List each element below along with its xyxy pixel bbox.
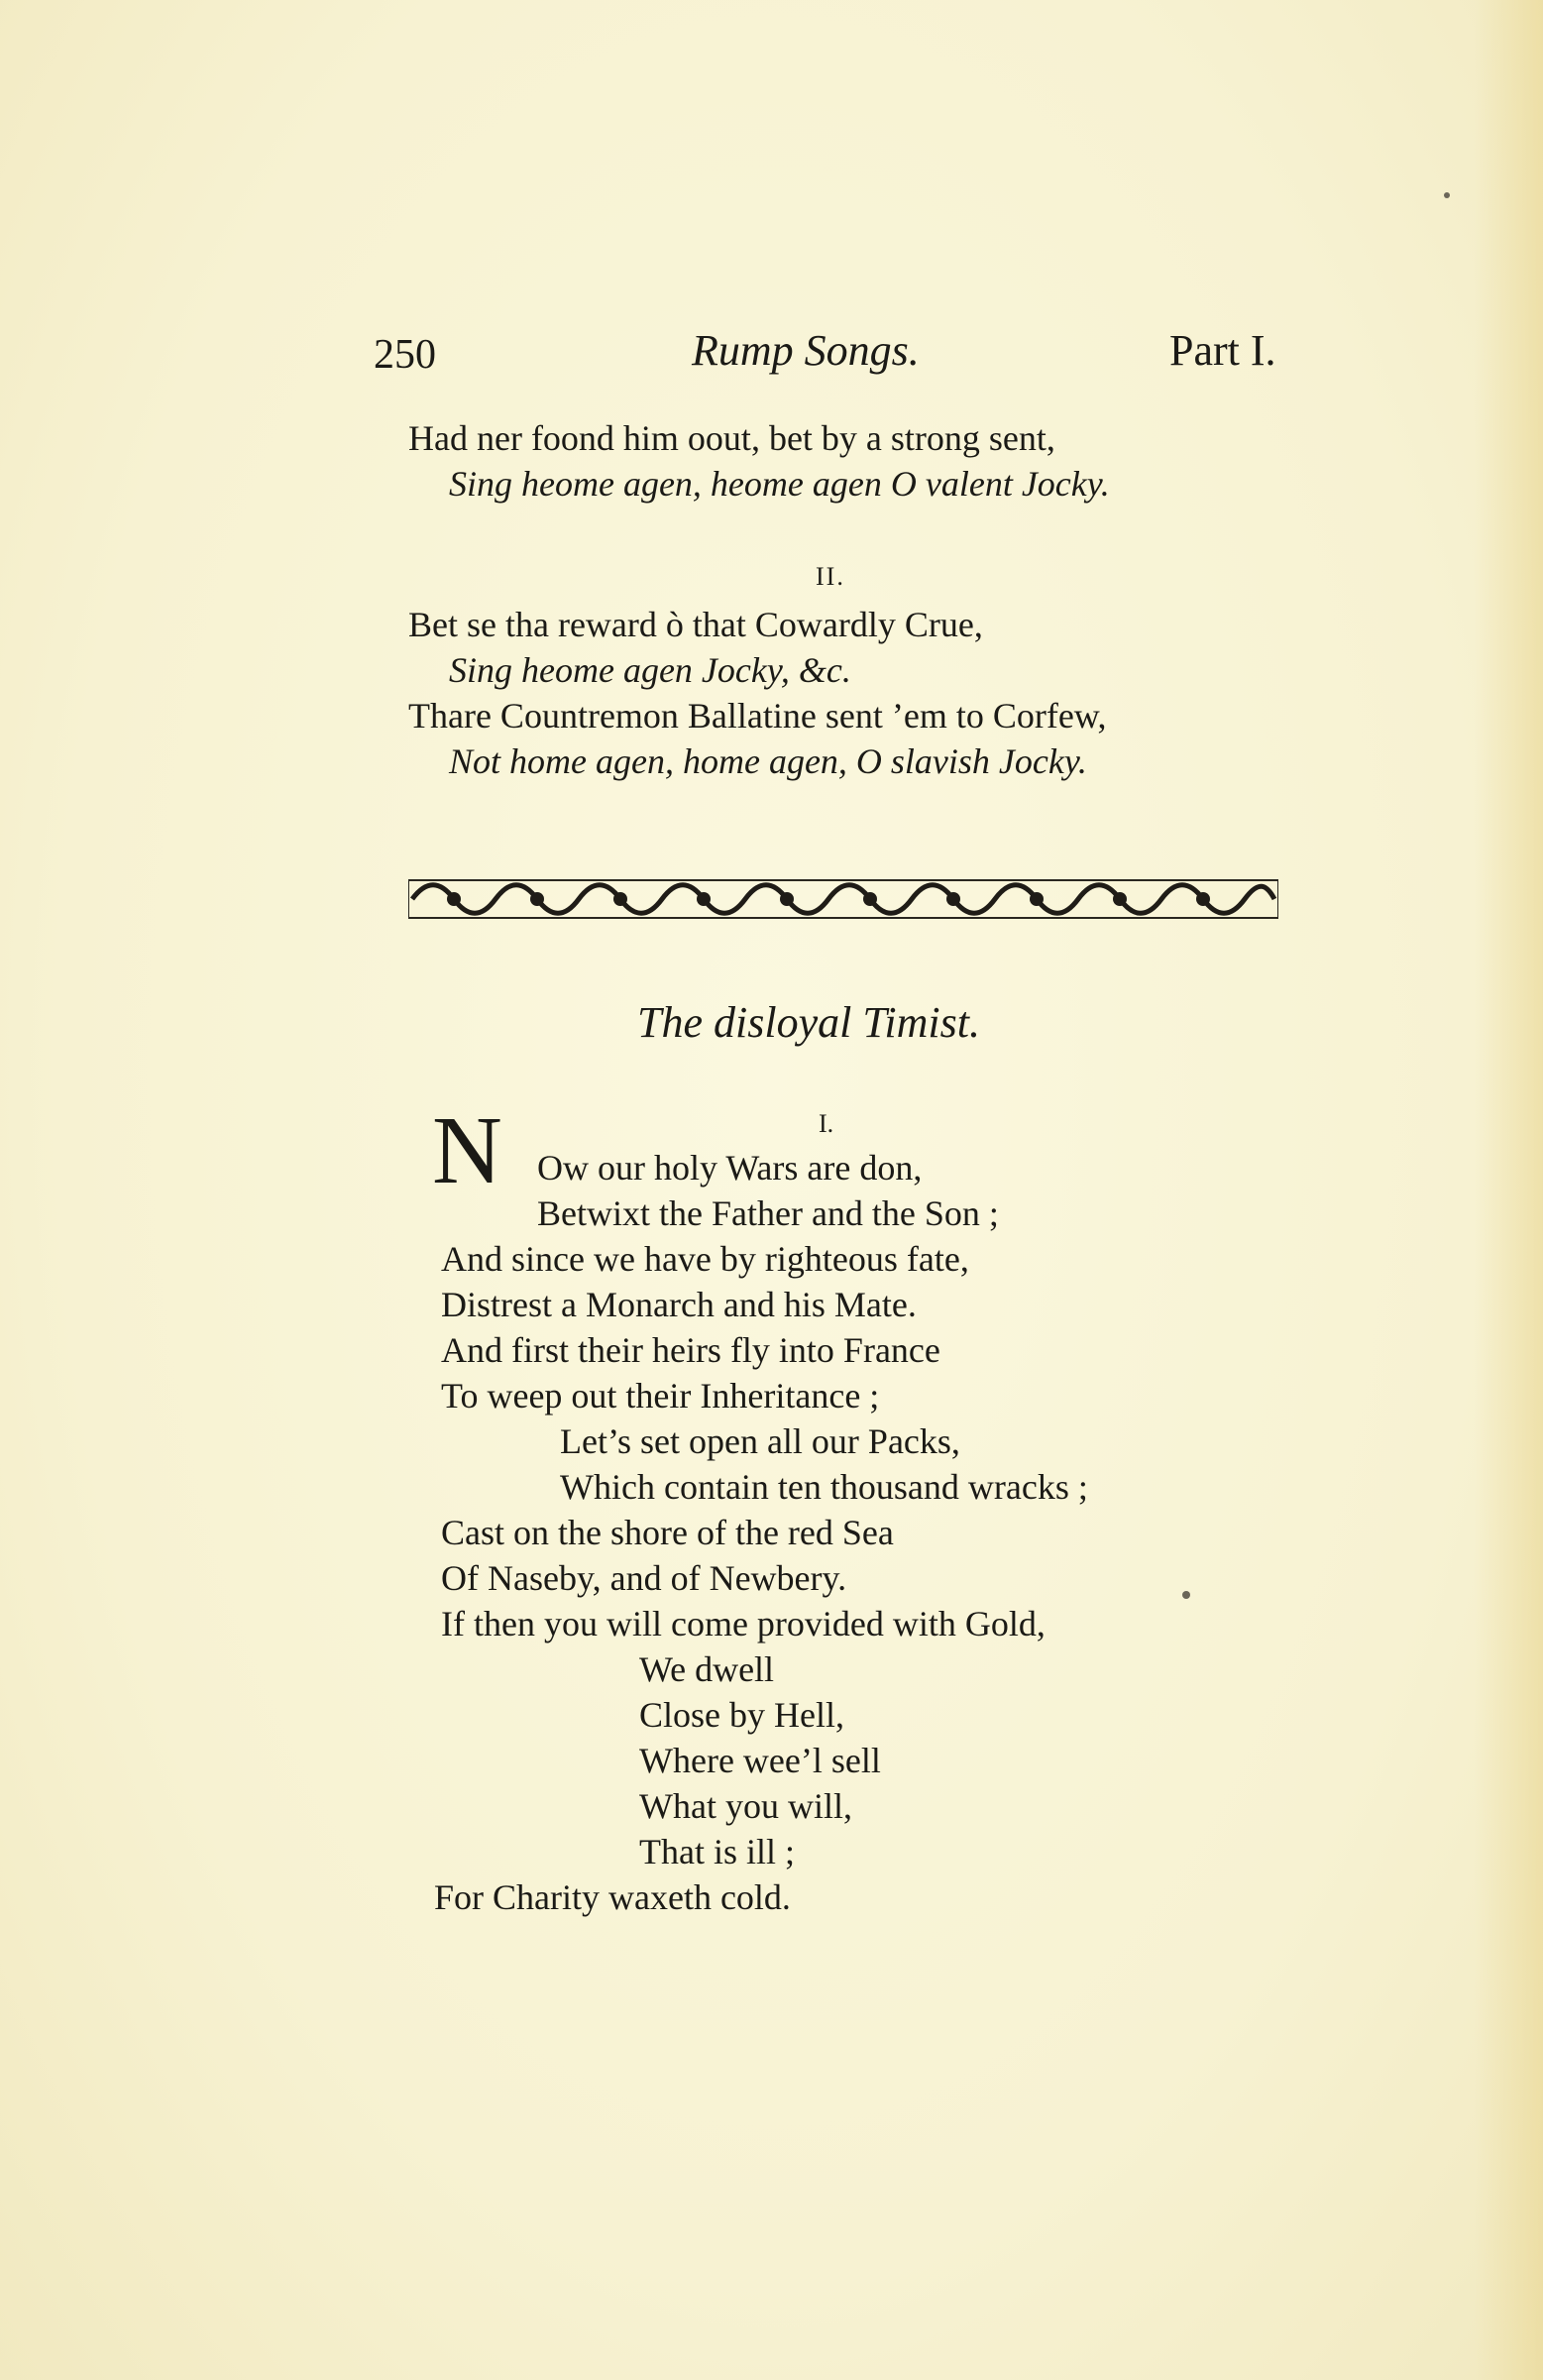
verse-line: If then you will come provided with Gold,	[441, 1604, 1046, 1643]
verse-line: Where wee’l sell	[639, 1741, 881, 1780]
page-number: 250	[374, 332, 436, 378]
verse-line: We dwell	[639, 1649, 775, 1689]
page-edge-shadow	[1474, 0, 1543, 2380]
verse-line: Ow our holy Wars are don,	[537, 1148, 923, 1188]
verse-line: Close by Hell,	[639, 1695, 844, 1735]
stanza-number: II.	[816, 562, 845, 591]
paper-speck	[1444, 192, 1450, 198]
part-label: Part I.	[1169, 326, 1276, 375]
running-title: Rump Songs.	[692, 326, 920, 375]
decorative-ornament-icon	[408, 876, 1278, 922]
verse-refrain: Not home agen, home agen, O slavish Jocky.	[449, 741, 1087, 781]
poem-title: The disloyal Timist.	[637, 998, 980, 1047]
stanza-number: I.	[819, 1109, 834, 1138]
verse-line: That is ill ;	[639, 1832, 795, 1871]
verse-line: For Charity waxeth cold.	[434, 1877, 791, 1917]
verse-line: Had ner foond him oout, bet by a strong sent,	[408, 418, 1055, 458]
verse-refrain: Sing heome agen Jocky, &c.	[449, 650, 851, 690]
verse-line: To weep out their Inheritance ;	[441, 1376, 880, 1416]
verse-line: Let’s set open all our Packs,	[560, 1421, 960, 1461]
verse-line: Distrest a Monarch and his Mate.	[441, 1285, 917, 1324]
verse-line: Which contain ten thousand wracks ;	[560, 1467, 1088, 1507]
verse-refrain: Sing heome agen, heome agen O valent Jocky.	[449, 464, 1110, 504]
verse-line: What you will,	[639, 1786, 852, 1826]
verse-line: Cast on the shore of the red Sea	[441, 1513, 894, 1552]
paper-speck	[1182, 1591, 1190, 1599]
drop-cap: N	[432, 1097, 502, 1204]
verse-line: Thare Countremon Ballatine sent ’em to Corfew,	[408, 696, 1107, 736]
verse-line: Betwixt the Father and the Son ;	[537, 1193, 999, 1233]
verse-line: Bet se tha reward ò that Cowardly Crue,	[408, 605, 983, 644]
verse-line: And first their heirs fly into France	[441, 1330, 940, 1370]
verse-line: Of Naseby, and of Newbery.	[441, 1558, 847, 1598]
verse-line: And since we have by righteous fate,	[441, 1239, 969, 1279]
